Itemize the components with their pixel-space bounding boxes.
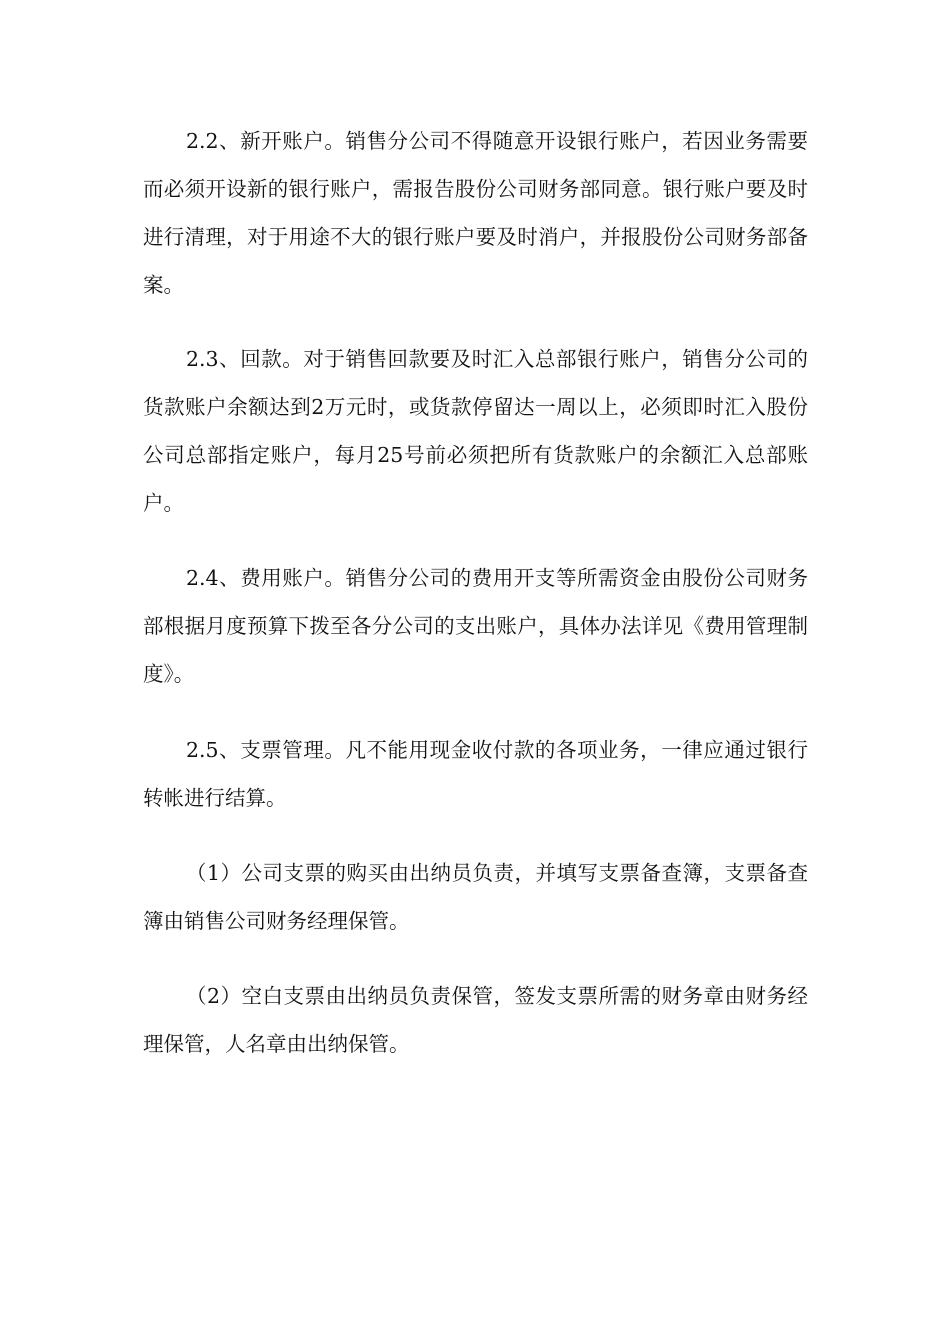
paragraph-line: 银行转帐进行结算。 <box>143 738 809 810</box>
paragraph-check-purchase <box>143 849 808 945</box>
paragraph-line: 汇入股份公司总部指定账户，每月25号前必须把所有货款账户的余 <box>143 395 808 467</box>
paragraph-check-management <box>143 726 808 822</box>
paragraph-expense-account <box>143 554 808 698</box>
paragraph-line: 2.2、新开账户。销售分公司不得随意开设银行账户，若因业务 <box>186 129 767 153</box>
paragraph-line: 股份公司财务部备案。 <box>143 225 809 297</box>
paragraph-line: 需要而必须开设新的银行账户，需报告股份公司财务部同意。银行 <box>143 129 809 201</box>
paragraph-line: 账户要及时进行清理，对于用途不大的银行账户要及时消户，并报 <box>143 177 809 249</box>
paragraph-line: 备查簿由销售公司财务经理保管。 <box>143 861 808 933</box>
document-body <box>143 117 808 1095</box>
paragraph-line: （2）空白支票由出纳员负责保管，签发支票所需的财务章由财 <box>186 984 767 1008</box>
paragraph-line: 额汇入总部账户。 <box>143 443 808 515</box>
paragraph-line: 务经理保管，人名章由出纳保管。 <box>143 984 808 1056</box>
paragraph-blank-check-custody <box>143 972 808 1068</box>
paragraph-line: 司的货款账户余额达到2万元时，或货款停留达一周以上，必须即时 <box>143 347 809 419</box>
paragraph-line: 财务部根据月度预算下拨至各分公司的支出账户，具体办法详见 <box>143 566 809 638</box>
paragraph-line: 2.4、费用账户。销售分公司的费用开支等所需资金由股份公司 <box>186 566 767 590</box>
paragraph-line: 2.3、回款。对于销售回款要及时汇入总部银行账户，销售分公 <box>186 347 767 371</box>
paragraph-payment-return <box>143 335 808 527</box>
paragraph-line: 2.5、支票管理。凡不能用现金收付款的各项业务，一律应通过 <box>186 738 767 762</box>
paragraph-line: 《费用管理制度》。 <box>143 614 808 686</box>
paragraph-new-account <box>143 117 808 309</box>
paragraph-line: （1）公司支票的购买由出纳员负责，并填写支票备查簿，支票 <box>186 861 767 885</box>
